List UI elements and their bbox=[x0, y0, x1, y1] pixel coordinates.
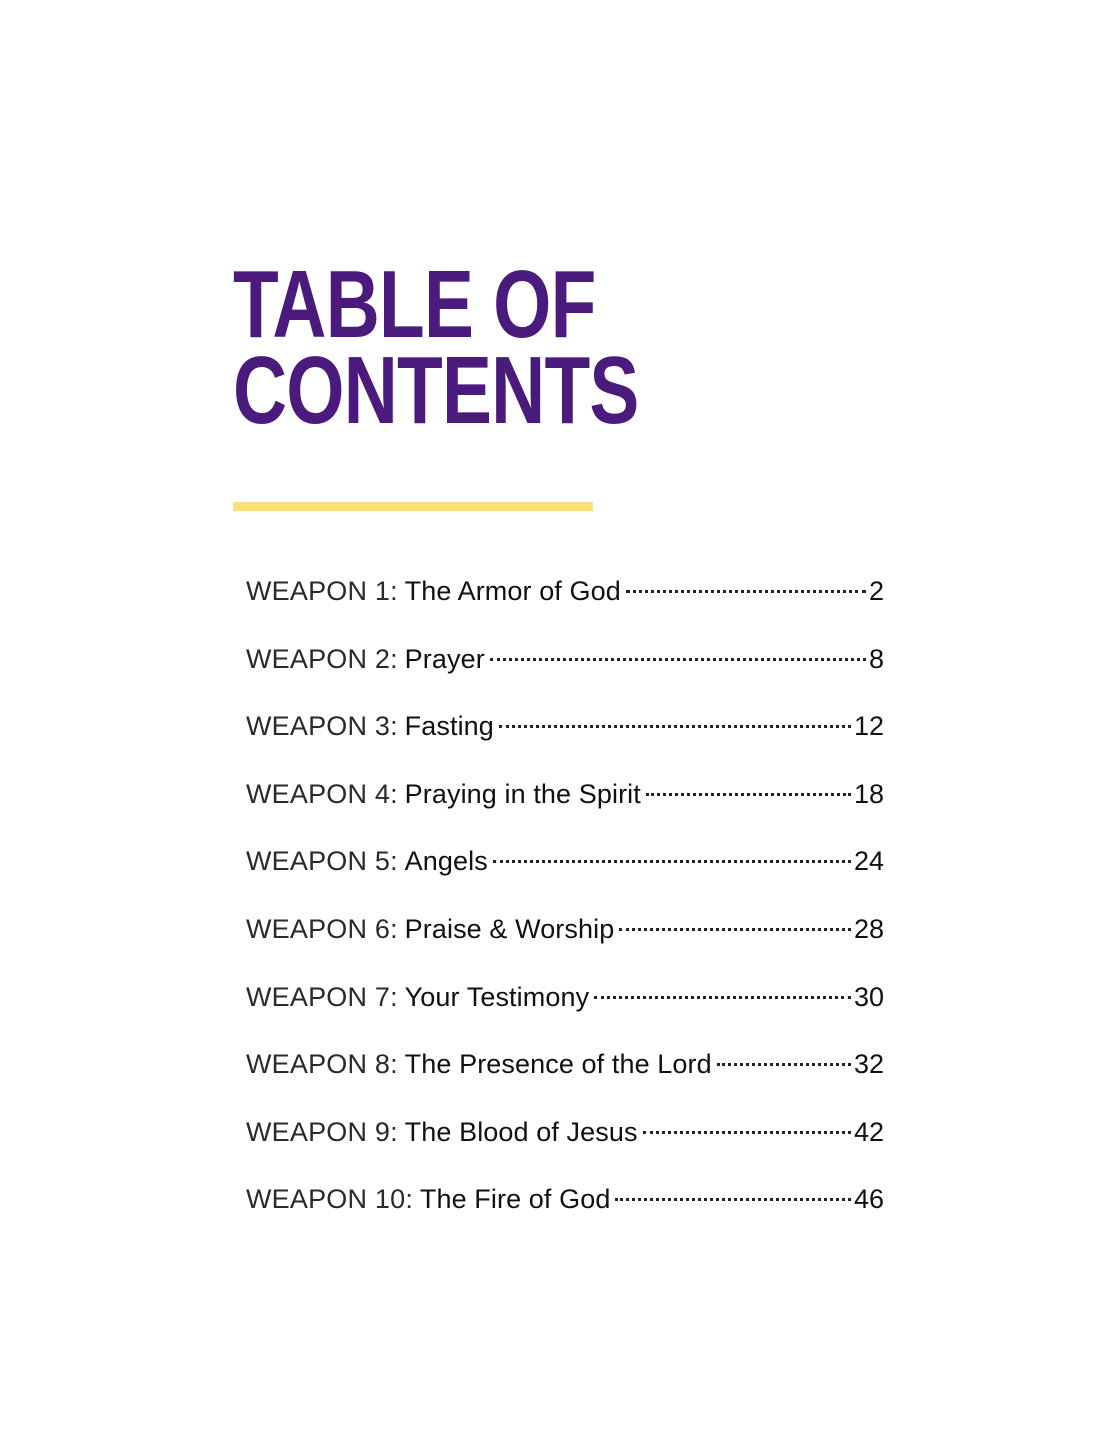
toc-entry[interactable] bbox=[246, 1041, 884, 1109]
toc-entry-title: Angels bbox=[404, 846, 488, 877]
page-title-line-2: CONTENTS bbox=[233, 337, 639, 444]
toc-entry-page: 18 bbox=[853, 778, 884, 809]
toc-entry[interactable] bbox=[246, 838, 884, 906]
toc-entry-page: 2 bbox=[868, 576, 884, 606]
toc-entry-prefix: WEAPON 10 bbox=[246, 1184, 406, 1215]
toc-entry-colon: : bbox=[390, 711, 398, 742]
toc-entry-title: The Fire of God bbox=[419, 1184, 611, 1215]
toc-entry-prefix: WEAPON 1 bbox=[246, 576, 391, 606]
toc-entry-colon: : bbox=[390, 576, 398, 606]
toc-entry-title: The Blood of Jesus bbox=[404, 1116, 638, 1147]
toc-entry-title: The Presence of the Lord bbox=[404, 1049, 712, 1080]
toc-entry-colon: : bbox=[390, 846, 398, 877]
toc-entry-title: Praying in the Spirit bbox=[404, 778, 641, 809]
toc-dot-leader bbox=[490, 658, 866, 661]
toc-entry-page: 32 bbox=[853, 1049, 884, 1080]
toc-entry-colon: : bbox=[390, 1049, 398, 1080]
page-title bbox=[233, 251, 639, 444]
toc-entry-title: Praise & Worship bbox=[404, 913, 615, 944]
toc-entry-title: Your Testimony bbox=[404, 981, 590, 1012]
toc-dot-leader bbox=[493, 860, 851, 863]
toc-entry[interactable] bbox=[246, 636, 884, 704]
toc-entry-page: 12 bbox=[853, 711, 884, 742]
toc-entry[interactable] bbox=[246, 974, 884, 1042]
toc-entry[interactable] bbox=[246, 1176, 884, 1244]
toc-entry[interactable] bbox=[246, 906, 884, 974]
toc-entry[interactable] bbox=[246, 1109, 884, 1177]
toc-entry-colon: : bbox=[390, 981, 398, 1012]
toc-dot-leader bbox=[626, 590, 866, 593]
toc-dot-leader bbox=[646, 793, 851, 796]
toc-entry[interactable] bbox=[246, 703, 884, 771]
toc-entry-prefix: WEAPON 3 bbox=[246, 711, 391, 742]
toc-entry-page: 28 bbox=[853, 913, 884, 944]
toc-entry-page: 8 bbox=[868, 643, 884, 674]
toc-dot-leader bbox=[643, 1131, 851, 1134]
toc-dot-leader bbox=[717, 1063, 851, 1066]
toc-entry-prefix: WEAPON 9 bbox=[246, 1116, 391, 1147]
toc-entry-title: Fasting bbox=[404, 711, 494, 742]
toc-entry-prefix: WEAPON 6 bbox=[246, 913, 391, 944]
toc-entry-page: 46 bbox=[853, 1184, 884, 1215]
toc-entry-prefix: WEAPON 2 bbox=[246, 643, 391, 674]
toc-entry-colon: : bbox=[405, 1184, 413, 1215]
toc-entry-prefix: WEAPON 7 bbox=[246, 981, 391, 1012]
toc-dot-leader bbox=[499, 725, 851, 728]
toc-entry[interactable] bbox=[246, 771, 884, 839]
toc-entry-title: Prayer bbox=[404, 643, 485, 674]
toc-entry[interactable] bbox=[246, 568, 884, 636]
toc-entry-page: 30 bbox=[853, 981, 884, 1012]
toc-entry-colon: : bbox=[390, 913, 398, 944]
page-title-line-1: TABLE OF bbox=[233, 251, 596, 358]
toc-entry-colon: : bbox=[390, 778, 398, 809]
toc-dot-leader bbox=[615, 1198, 850, 1201]
toc-entry-colon: : bbox=[390, 1116, 398, 1147]
toc-entry-page: 42 bbox=[853, 1116, 884, 1147]
table-of-contents-list bbox=[246, 568, 884, 1244]
toc-entry-prefix: WEAPON 8 bbox=[246, 1049, 391, 1080]
toc-dot-leader bbox=[619, 928, 851, 931]
toc-entry-colon: : bbox=[390, 643, 398, 674]
title-accent-bar bbox=[233, 502, 593, 511]
toc-dot-leader bbox=[594, 996, 851, 999]
toc-entry-prefix: WEAPON 5 bbox=[246, 846, 391, 877]
toc-entry-prefix: WEAPON 4 bbox=[246, 778, 391, 809]
toc-entry-page: 24 bbox=[853, 846, 884, 877]
toc-entry-title: The Armor of God bbox=[404, 576, 621, 606]
